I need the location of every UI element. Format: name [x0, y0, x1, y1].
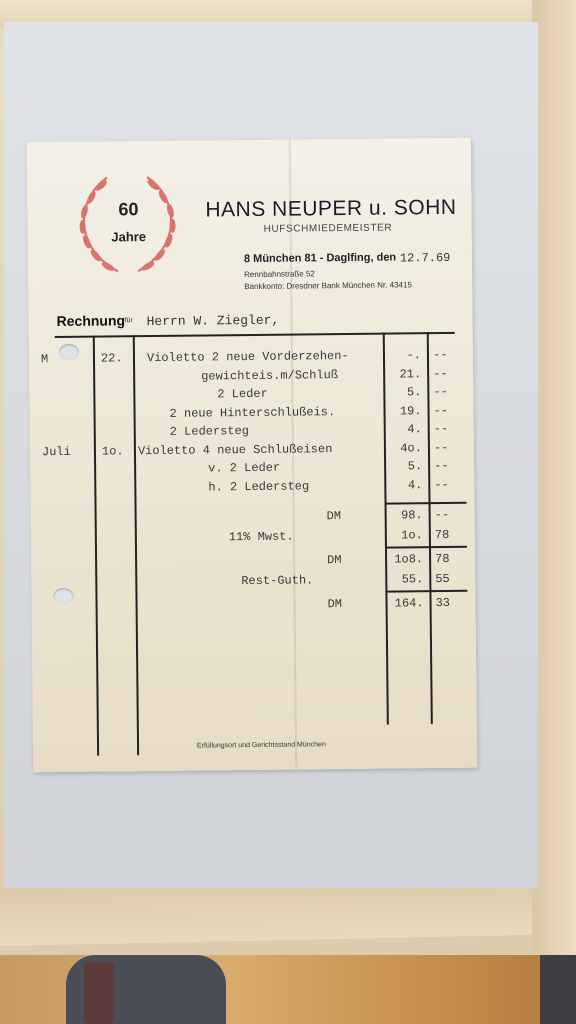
row-description: gewichteis.m/Schluß: [201, 367, 339, 384]
company-street: Rennbahnstraße 52: [244, 269, 315, 280]
row-description: 2 Leder: [217, 386, 268, 402]
row-cents: --: [434, 458, 449, 474]
row-amount: 4.: [407, 477, 423, 492]
row-day: 22.: [100, 351, 123, 366]
recipient: Herrn W. Ziegler,: [146, 312, 280, 330]
column-rule-day: [93, 336, 99, 756]
column-rule-cents: [427, 332, 433, 724]
total-label: Rest-Guth.: [241, 573, 314, 589]
row-amount: 4o.: [400, 440, 423, 455]
invoice-label: Rechnung: [56, 312, 126, 330]
for-label: für: [124, 317, 133, 325]
row-amount: 19.: [399, 403, 422, 418]
company-bank: Bankkonto: Dresdner Bank München Nr. 43415: [244, 280, 412, 292]
row-cents: --: [433, 403, 449, 418]
total-label: 11% Mwst.: [228, 529, 294, 545]
row-cents: --: [433, 366, 448, 381]
row-description: v. 2 Leder: [208, 460, 281, 476]
row-cents: --: [433, 440, 449, 455]
company-trade: HUFSCHMIEDEMEISTER: [263, 222, 393, 235]
row-amount: 21.: [399, 366, 422, 381]
anniversary-years: 60: [118, 199, 139, 220]
total-label: DM: [327, 597, 343, 612]
legal-footer: Erfüllungsort und Gerichtsstand München: [197, 741, 326, 750]
laurel-wreath-logo: [67, 169, 188, 280]
total-cents: 55: [435, 571, 450, 587]
total-amount: 1o8.: [394, 552, 424, 567]
total-cents: 33: [435, 595, 451, 611]
row-cents: --: [433, 384, 448, 400]
row-amount: -.: [406, 348, 422, 363]
row-description: 2 Ledersteg: [169, 424, 250, 439]
company-place: 8 München 81 - Daglfing, den: [243, 251, 397, 266]
row-month: M: [40, 352, 49, 367]
total-label: DM: [326, 509, 342, 524]
total-amount: 55.: [401, 572, 424, 587]
total-amount: 164.: [394, 596, 424, 611]
total-cents: 78: [434, 527, 450, 543]
row-amount: 4.: [407, 422, 422, 437]
row-amount: 5.: [407, 459, 423, 474]
row-month: Juli: [41, 444, 71, 459]
invoice-date: 12.7.69: [399, 250, 451, 266]
row-cents: --: [432, 347, 448, 363]
total-cents: --: [434, 507, 450, 523]
anniversary-label: Jahre: [111, 229, 147, 245]
row-description: h. 2 Ledersteg: [208, 478, 310, 494]
total-label: DM: [327, 553, 342, 568]
row-cents: --: [434, 477, 449, 492]
total-amount: 98.: [400, 508, 423, 523]
total-cents: 78: [435, 551, 450, 567]
punch-hole-bottom: [53, 588, 73, 604]
row-amount: 5.: [406, 385, 422, 400]
punch-hole-top: [59, 344, 79, 360]
column-rule-text: [133, 335, 139, 755]
subtotal-rule: [385, 546, 467, 548]
table-header-rule: [55, 332, 455, 338]
row-day: 1o.: [101, 443, 124, 459]
row-cents: --: [433, 421, 449, 437]
row-description: Violetto 2 neue Vorderzehen-: [146, 348, 349, 366]
company-name: HANS NEUPER u. SOHN: [205, 195, 457, 222]
invoice-document: [27, 138, 478, 773]
shoe-lace: [84, 962, 114, 1024]
row-description: 2 neue Hinterschlußeis.: [169, 404, 336, 421]
total-amount: 1o.: [401, 528, 423, 543]
frame-right-edge: [532, 0, 576, 955]
subtotal-rule: [385, 590, 467, 592]
subtotal-rule: [385, 502, 467, 504]
row-description: Violetto 4 neue Schlußeisen: [137, 441, 333, 458]
